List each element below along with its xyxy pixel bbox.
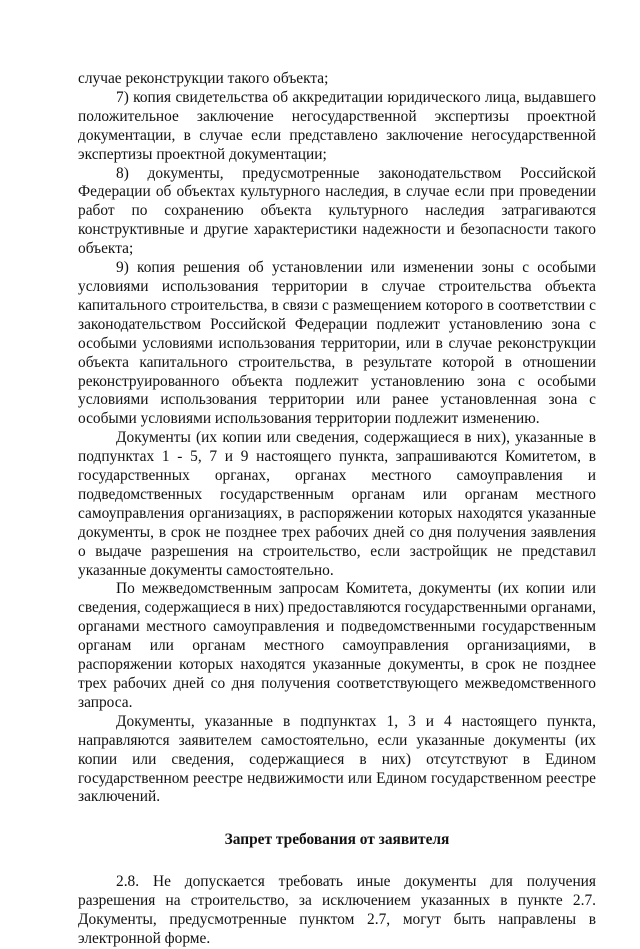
paragraph-applicant-documents: Документы, указанные в подпунктах 1, 3 и 4 настоящего пункта, направляются заявителем самостоятельно, если указанные документы (их копии или сведения, содержащиеся в них) отсутствуют в Едином государственном реестре недвижимости или Едином государственном реестре заключений. <box>78 712 596 806</box>
paragraph-2-8: 2.8. Не допускается требовать иные документы для получения разрешения на строительство, за исключением указанных в пункте 2.7. Документы, предусмотренные пунктом 2.7, могут быть направлены в электронной форме. <box>78 873 596 947</box>
paragraph-continuation: случае реконструкции такого объекта; <box>78 70 329 87</box>
paragraph-interagency-requests: По межведомственным запросам Комитета, документы (их копии или сведения, содержащиеся в них) предоставляются государственными органами, органами местного самоуправления и подведомственными государственным органам или органам местного самоуправления организациями, в распоряжении которых находятся указанные документы, в срок не позднее трех рабочих дней со дня получения соответствующего межведомственного запроса. <box>78 580 596 711</box>
paragraph-requested-documents: Документы (их копии или сведения, содержащиеся в них), указанные в подпунктах 1 - 5, 7 и 9 настоящего пункта, запрашиваются Комитетом, в государственных органах, органах местного самоуправления и подведомственных государственным органам или органам местного самоуправления организациях, в распоряжении которых находятся указанные документы, в срок не позднее трех рабочих дней со дня получения заявления о выдаче разрешения на строительство, если застройщик не представил указанные документы самостоятельно. <box>78 429 596 579</box>
document-page <box>78 70 596 949</box>
paragraph-item-9: 9) копия решения об установлении или изменении зоны с особыми условиями использования территории в случае строительства объекта капитального строительства, в связи с размещением которого в соответствии с законодательством Российской Федерации подлежит установлению зона с особыми условиями использования территории, или в случае реконструкции объекта капитального строительства, в результате которой в отношении реконструированного объекта подлежит установлению зона с особыми условиями использования территории или ранее установленная зона с особыми условиями использования территории подлежит изменению. <box>78 259 596 428</box>
paragraph-item-7: 7) копия свидетельства об аккредитации юридического лица, выдавшего положительное заключение негосударственной экспертизы проектной документации, в случае если представлено заключение негосударственной экспертизы проектной документации; <box>78 88 596 163</box>
paragraph-item-8: 8) документы, предусмотренные законодательством Российской Федерации об объектах культурного наследия, в случае если при проведении работ по сохранению объекта культурного наследия затрагиваются конструктивные и другие характеристики надежности и безопасности такого объекта; <box>78 164 596 258</box>
section-heading: Запрет требования от заявителя <box>224 831 450 849</box>
